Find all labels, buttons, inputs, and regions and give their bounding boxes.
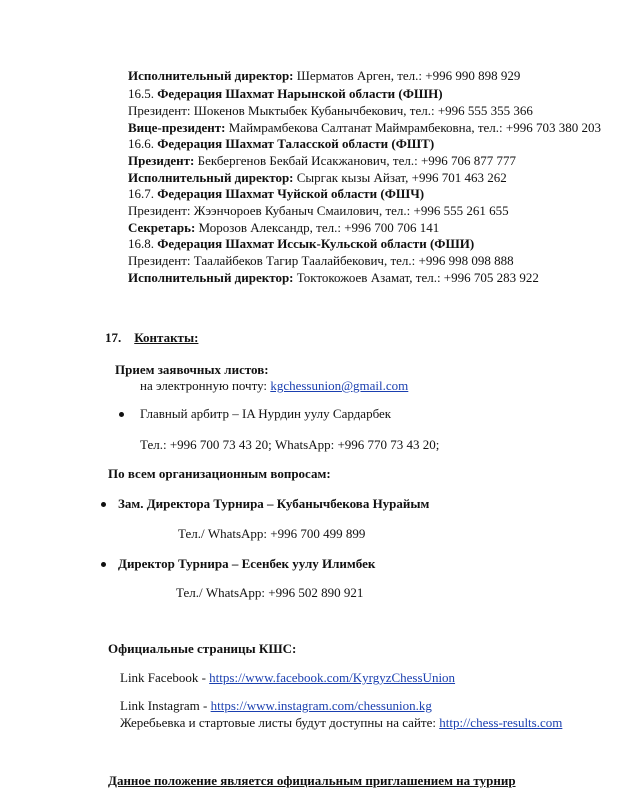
email-line: на электронную почту: kgchessunion@gmail.com — [140, 378, 409, 393]
contact-text: Маймрамбекова Салтанат Маймрамбековна, тел.: +996 703 380 203 — [225, 120, 601, 135]
fed-line-4 — [128, 120, 601, 136]
section-number: 16.5. — [128, 86, 154, 101]
bullet-icon — [101, 562, 106, 567]
role-label: Исполнительный директор: — [128, 270, 294, 285]
role-label: Исполнительный директор: — [128, 170, 294, 185]
federation-title: Федерация Шахмат Чуйской области (ФШЧ) — [157, 186, 425, 201]
contacts-section-heading — [105, 330, 198, 346]
contact-text: Шерматов Арген, тел.: +996 990 898 929 — [293, 68, 521, 83]
applications-heading: Прием заявочных листов: — [115, 362, 269, 377]
official-pages-heading: Официальные страницы КШС: — [108, 641, 297, 656]
section-number: 16.6. — [128, 136, 154, 151]
fed-heading-issyk-kul — [128, 236, 474, 252]
deputy-director: Зам. Директора Турнира – Кубанычбекова Нурайым — [118, 496, 430, 511]
role-label: Президент: — [128, 153, 195, 168]
federation-title: Федерация Шахмат Нарынской области (ФШН) — [157, 86, 443, 101]
contact-text: Сыргак кызы Айзат, +996 701 463 262 — [293, 170, 507, 185]
instagram-line: Link Instagram - https://www.instagram.com/chessunion.kg — [120, 698, 432, 713]
role-label: Секретарь: — [128, 220, 196, 235]
tournament-director: Директор Турнира – Есенбек уулу Илимбек — [118, 556, 376, 571]
contact-text: Токтокожоев Азамат, тел.: +996 705 283 922 — [293, 270, 539, 285]
fed-line-6 — [128, 153, 516, 169]
federation-title: Федерация Шахмат Таласской области (ФШТ) — [157, 136, 435, 151]
instagram-link[interactable]: https://www.instagram.com/chessunion.kg — [210, 698, 432, 713]
section-title: Контакты: — [134, 330, 199, 345]
bullet-icon — [101, 502, 106, 507]
fed-line-13 — [128, 270, 539, 286]
arbiter-phone: Тел.: +996 700 73 43 20; WhatsApp: +996 770 73 43 20; — [140, 437, 440, 452]
fed-line-1 — [128, 68, 520, 84]
fed-line-10 — [128, 220, 439, 236]
contact-text: Президент: Таалайбеков Тагир Таалайбекович, тел.: +996 998 098 888 — [128, 253, 514, 268]
facebook-line: Link Facebook - https://www.facebook.com/KyrgyzChessUnion — [120, 670, 456, 685]
fed-line-7 — [128, 170, 507, 186]
section-number: 16.8. — [128, 236, 154, 251]
contact-text: Президент: Жээнчороев Кубаныч Смаилович, тел.: +996 555 261 655 — [128, 203, 509, 218]
federation-title: Федерация Шахмат Иссык-Кульской области (ФШИ) — [157, 236, 475, 251]
org-questions-heading: По всем организационным вопросам: — [108, 466, 331, 481]
fed-line-3 — [128, 103, 533, 119]
role-label: Вице-президент: — [128, 120, 226, 135]
fed-line-9 — [128, 203, 509, 219]
deputy-phone: Тел./ WhatsApp: +996 700 499 899 — [178, 526, 366, 541]
fed-heading-talas — [128, 136, 434, 152]
draw-info-line: Жеребьевка и стартовые листы будут доступны на сайте: http://chess-results.com — [120, 715, 563, 730]
contact-text: Морозов Александр, тел.: +996 700 706 141 — [195, 220, 440, 235]
fed-heading-naryn — [128, 86, 443, 102]
fed-heading-chui — [128, 186, 424, 202]
contact-text: Бекбергенов Бекбай Исакжанович, тел.: +996 706 877 777 — [194, 153, 517, 168]
fed-line-12 — [128, 253, 514, 269]
chief-arbiter: Главный арбитр – IA Нурдин уулу Сардарбек — [140, 406, 392, 421]
director-phone: Тел./ WhatsApp: +996 502 890 921 — [176, 585, 364, 600]
bullet-icon — [119, 412, 124, 417]
section-number: 17. — [105, 330, 122, 345]
chess-results-link[interactable]: http://chess-results.com — [439, 715, 563, 730]
facebook-link[interactable]: https://www.facebook.com/KyrgyzChessUnion — [209, 670, 456, 685]
email-link[interactable]: kgchessunion@gmail.com — [270, 378, 409, 393]
role-label: Исполнительный директор: — [128, 68, 294, 83]
invitation-notice: Данное положение является официальным приглашением на турнир — [108, 773, 516, 788]
section-number: 16.7. — [128, 186, 154, 201]
contact-text: Президент: Шокенов Мыктыбек Кубанычбекович, тел.: +996 555 355 366 — [128, 103, 533, 118]
